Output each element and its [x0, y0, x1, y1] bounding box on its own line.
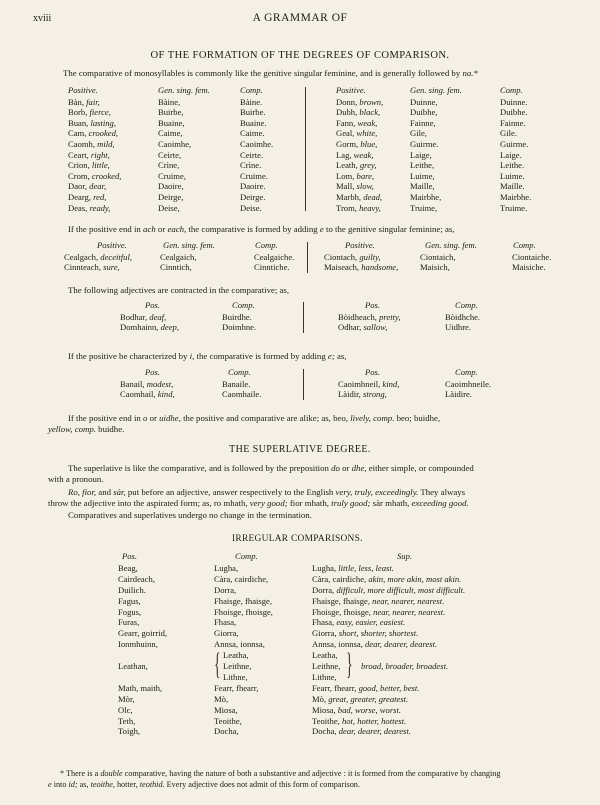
gen-sing-fem-cell: Mairbhe, — [410, 192, 442, 202]
col-header-comp: Comp. — [228, 367, 251, 377]
sup-meaning: dear, dearer, dearest. — [365, 639, 438, 650]
comp-cell: Mairbhe. — [500, 192, 532, 202]
col-header-positive: Positive. — [97, 240, 127, 250]
comp-cell: Mò, — [214, 693, 229, 704]
col-header-comp: Comp. — [240, 85, 263, 95]
positive-meaning: fierce, — [89, 107, 111, 118]
sup-cell — [312, 586, 465, 596]
sup-cell — [312, 706, 401, 716]
table-row — [0, 727, 600, 738]
col-header-gen-sing-fem: Gen. sing. fem. — [158, 85, 210, 95]
comp-cell: Laige. — [500, 149, 522, 160]
table-row — [0, 263, 600, 274]
table-row — [0, 253, 600, 264]
sup-word: Lugha, — [312, 562, 339, 573]
positive-meaning: deceitful, — [100, 251, 133, 262]
sup-meaning: great, greater, greatest. — [328, 693, 409, 704]
table-row — [0, 586, 600, 597]
sup-cell — [312, 629, 418, 639]
positive-word: Cam, — [68, 128, 87, 139]
positive-word: Crion, — [68, 160, 90, 171]
positive-meaning: crooked, — [88, 128, 119, 139]
sup-meaning: hot, hotter, hottest. — [341, 715, 407, 726]
sup-cell — [312, 564, 394, 574]
gen-sing-fem-cell: Guirme. — [410, 139, 439, 149]
comparison-table-characterized-i — [0, 368, 600, 404]
gen-sing-fem-cell: Maisich, — [420, 262, 450, 273]
footnote-line2: e into id; as, teoithe, hotter, teothid. Every adjective does not admit of this form of comparison. — [48, 780, 360, 789]
table-row — [0, 140, 600, 151]
comp-cell: Maisiche. — [512, 262, 546, 273]
pos-meaning: deep, — [160, 322, 179, 333]
sup-cell — [312, 575, 461, 585]
positive-cell — [324, 253, 381, 263]
table-row — [0, 193, 600, 204]
sup-meaning: broad, broader, broadest. — [361, 661, 449, 671]
col-header-positive: Positive. — [345, 240, 375, 250]
sup-cell — [312, 640, 437, 650]
comp-cell: Truime. — [500, 202, 528, 213]
sup-word: Càra, cairdiche, — [312, 573, 369, 584]
table-row — [0, 564, 600, 575]
sup-word: Dorra, — [312, 584, 337, 595]
positive-meaning: crooked, — [91, 170, 122, 181]
pos-word: Odhar, — [338, 322, 362, 333]
positive-word: Buan, — [68, 117, 89, 128]
rule-characterized-i: If the positive be characterized by i, the comparative is formed by adding e; as, — [68, 351, 347, 361]
positive-word: Gorm, — [336, 139, 359, 149]
gen-sing-fem-cell: Caime, — [158, 128, 183, 139]
rule-o-uidhe-line2: yellow, comp. buidhe. — [48, 424, 125, 434]
sup-cell — [312, 597, 444, 607]
col-header-gen-sing-fem: Gen. sing. fem. — [163, 240, 215, 250]
pos-cell: Furas, — [118, 617, 140, 628]
comparison-table-contracted — [0, 301, 600, 337]
sup-word: Leatha, — [312, 650, 338, 661]
table-row — [0, 204, 600, 215]
superlative-title: THE SUPERLATIVE DEGREE. — [229, 444, 371, 455]
table-row — [0, 684, 600, 695]
pos-meaning: pretty, — [379, 311, 401, 322]
comp-cell: Gile. — [500, 128, 517, 139]
rule-contracted: The following adjectives are contracted in the comparative; as, — [68, 285, 290, 295]
positive-meaning: little, — [91, 160, 110, 171]
positive-meaning: blue, — [360, 139, 378, 149]
positive-meaning: heavy, — [359, 202, 381, 213]
positive-word: Leath, — [336, 160, 358, 171]
comp-cell: Doimhne. — [222, 322, 257, 333]
table-row — [0, 695, 600, 706]
col-header-pos: Pos. — [145, 367, 161, 377]
comp-cell: Buaine. — [240, 117, 267, 128]
gen-sing-fem-cell: Bàine, — [158, 96, 181, 107]
left-brace-icon: { — [214, 646, 221, 682]
sup-cell — [312, 608, 445, 618]
table-row — [0, 575, 600, 586]
sup-meaning: little, less, least. — [338, 562, 394, 573]
comp-cell: Caime. — [240, 128, 265, 139]
gen-sing-fem-cell: Deirge, — [158, 192, 184, 202]
comp-cell: Fhoisge, fhoisge, — [214, 606, 273, 617]
sup-meaning: dear, dearer, dearest. — [338, 726, 411, 737]
gen-sing-fem-cell: Laige, — [410, 149, 432, 160]
comp-cell: Fainne. — [500, 117, 526, 128]
positive-word: Ciontach, — [324, 251, 358, 262]
comp-cell: Caomhaile. — [222, 389, 262, 400]
positive-cell — [336, 193, 382, 203]
positive-cell — [336, 172, 374, 182]
pos-word: Domhainn, — [120, 322, 159, 333]
pos-word: Caomhail, — [120, 389, 156, 400]
pos-cell: Beag, — [118, 562, 138, 573]
col-header-pos: Pos. — [122, 551, 138, 561]
comp-cell: Fhasa, — [214, 617, 237, 628]
col-header-pos: Pos. — [365, 300, 381, 310]
comp-cell: Càra, cairdiche, — [214, 573, 269, 584]
table-row — [0, 390, 600, 401]
comp-cell: Duibhe. — [500, 107, 528, 118]
col-header-pos: Pos. — [145, 300, 161, 310]
superlative-paragraph-2-line1: Ro, fior, and sàr, put before an adjective, answer respectively to the English very, truly, exceedingly. They always — [68, 487, 466, 497]
pos-word: Banail, — [120, 378, 145, 389]
pos-word: Caoimhneil, — [338, 378, 381, 389]
sup-word: Docha, — [312, 726, 339, 737]
positive-cell — [336, 140, 377, 150]
positive-word: Bàn, — [68, 96, 84, 107]
sup-word: Miosa, — [312, 704, 338, 715]
table-row — [0, 618, 600, 629]
sup-meaning: near, nearer, nearest. — [372, 595, 445, 606]
comp-cell: Caoimhe. — [240, 139, 274, 149]
gen-sing-fem-cell: Leithe, — [410, 160, 435, 171]
positive-word: Lag, — [336, 149, 352, 160]
column-divider — [303, 302, 304, 333]
positive-word: Trom, — [336, 202, 357, 213]
col-header-comp: Comp. — [232, 300, 255, 310]
positive-cell — [336, 129, 377, 139]
pos-cell: Toigh, — [118, 726, 141, 737]
comp-cell: Teoithe, — [214, 715, 242, 726]
positive-cell — [336, 119, 377, 129]
pos-meaning: kind, — [157, 389, 175, 400]
positive-meaning: mild, — [97, 139, 115, 149]
positive-meaning: weak, — [357, 117, 378, 128]
pos-cell — [338, 390, 387, 400]
positive-meaning: dear, — [89, 181, 107, 192]
sup-meaning: good, better, best. — [358, 682, 420, 693]
irregular-comparisons-table — [0, 552, 600, 762]
positive-word: Ceart, — [68, 149, 89, 160]
col-header-positive: Positive. — [336, 85, 366, 95]
gen-sing-fem-cell: Gile, — [410, 128, 427, 139]
col-header-comp: Comp. — [500, 85, 523, 95]
sup-word: Giorra, — [312, 628, 339, 639]
pos-meaning: kind, — [382, 378, 400, 389]
positive-word: Dubh, — [336, 107, 358, 118]
superlative-paragraph-2-line2: throw the adjective into the aspirated form; as, ro mhath, very good; fior mhath, truly good; sàr mhath, exceeding good. — [48, 498, 469, 508]
positive-meaning: slow, — [356, 181, 374, 192]
positive-meaning: handsome, — [361, 262, 399, 273]
pos-meaning: sallow, — [363, 322, 388, 333]
gen-sing-fem-cell: Duinne, — [410, 96, 438, 107]
col-header-comp: Comp. — [235, 551, 258, 561]
rule-o-uidhe-line1: If the positive end in o or uidhe, the positive and comparative are alike; as, beo, lively, comp. beo; buidhe, — [68, 413, 441, 423]
positive-meaning: dead, — [363, 192, 383, 202]
gen-sing-fem-cell: Caoimhe, — [158, 139, 192, 149]
comp-cell: Bòidhche. — [445, 311, 481, 322]
column-divider — [303, 369, 304, 400]
comp-cell: Deise. — [240, 202, 262, 213]
gen-sing-fem-cell: Ceirte, — [158, 149, 182, 160]
positive-meaning: white, — [356, 128, 378, 139]
positive-meaning: brown, — [359, 96, 384, 107]
sup-cell — [312, 717, 406, 727]
gen-sing-fem-cell: Duibhe, — [410, 107, 438, 118]
gen-sing-fem-cell: Ciontaich, — [420, 251, 456, 262]
table-row — [0, 640, 600, 651]
page-number: xviii — [33, 13, 52, 24]
positive-word: Dearg, — [68, 192, 91, 202]
comparison-table-ach-each — [0, 241, 600, 277]
comp-cell: Cinntiche. — [254, 262, 290, 273]
positive-meaning: right, — [90, 149, 110, 160]
comp-cell: Lithne, — [223, 671, 248, 682]
positive-meaning: weak, — [353, 149, 374, 160]
comp-cell: Maille. — [500, 181, 525, 192]
pos-word: Bodhar, — [120, 311, 148, 322]
comp-cell: Banaile. — [222, 378, 251, 389]
positive-cell — [336, 151, 373, 161]
positive-meaning: sure, — [103, 262, 120, 273]
comp-cell: Làidire. — [445, 389, 472, 400]
pos-word: Bòidheach, — [338, 311, 377, 322]
comp-cell: Leatha, — [223, 650, 249, 661]
table-row — [0, 608, 600, 619]
sup-word: Fearr, fhearr, — [312, 682, 359, 693]
pos-cell: Duilich. — [118, 584, 146, 595]
positive-word: Fann, — [336, 117, 356, 128]
pos-cell: Fogus, — [118, 606, 142, 617]
positive-meaning: guilty, — [359, 251, 381, 262]
comp-cell: Duinne. — [500, 96, 528, 107]
superlative-paragraph-3: Comparatives and superlatives undergo no change in the termination. — [68, 510, 312, 520]
pos-cell — [338, 313, 400, 323]
gen-sing-fem-cell: Buirbe, — [158, 107, 184, 118]
pos-cell: Math, maith, — [118, 682, 163, 693]
pos-meaning: modest, — [146, 378, 174, 389]
positive-word: Cealgach, — [64, 251, 99, 262]
comp-cell: Leithne, — [223, 661, 252, 671]
sup-meaning: difficult, more difficult, most difficult. — [336, 584, 466, 595]
comp-cell: Ciontaiche. — [512, 251, 552, 262]
comp-cell: Buirdhe. — [222, 311, 252, 322]
comp-cell: Luime. — [500, 170, 525, 181]
sup-word: Annsa, ionnsa, — [312, 639, 365, 650]
comp-cell: Cealgaiche. — [254, 251, 295, 262]
sup-word: Lithne, — [312, 671, 337, 682]
col-header-sup: Sup. — [397, 551, 413, 561]
positive-cell — [336, 182, 374, 192]
positive-word: Marbh, — [336, 192, 362, 202]
col-header-comp: Comp. — [455, 300, 478, 310]
pos-cell — [338, 323, 387, 333]
sup-word: Fhasa, — [312, 617, 337, 628]
sup-meaning: bad, worse, worst. — [337, 704, 402, 715]
comp-cell: Dorra, — [214, 584, 237, 595]
sup-word: Fhoisge, fhoisge, — [312, 606, 374, 617]
column-divider — [307, 242, 308, 273]
gen-sing-fem-cell: Cruime, — [158, 170, 186, 181]
sup-cell — [312, 618, 405, 628]
comp-cell: Docha, — [214, 726, 239, 737]
sup-cell — [312, 684, 419, 694]
positive-word: Crom, — [68, 170, 90, 181]
comp-cell: Guirme. — [500, 139, 529, 149]
pos-cell: Mòr, — [118, 693, 135, 704]
positive-meaning: ready, — [89, 202, 111, 213]
positive-word: Deas, — [68, 202, 88, 213]
intro-paragraph: The comparative of monosyllables is commonly like the genitive singular feminine, and is generally followed by na.* — [63, 68, 478, 78]
comp-cell: Uidhre. — [445, 322, 472, 333]
comp-cell: Buirbe. — [240, 107, 266, 118]
irregular-title: IRREGULAR COMPARISONS. — [232, 534, 363, 544]
right-brace-icon: } — [346, 646, 353, 682]
footnote-line1: * There is a double comparative, having the nature of both a substantive and adjective : it is formed from the comparative by changing — [60, 769, 501, 778]
positive-word: Cinnteach, — [64, 262, 101, 273]
pos-cell: Leathan, — [118, 661, 148, 671]
comp-cell: Lugha, — [214, 562, 239, 573]
pos-cell: Fagus, — [118, 595, 141, 606]
positive-word: Caomh, — [68, 139, 95, 149]
gen-sing-fem-cell: Truime, — [410, 202, 438, 213]
pos-cell: Ionmhuinn, — [118, 639, 158, 650]
sup-word: Teoithe, — [312, 715, 342, 726]
positive-word: Daor, — [68, 181, 87, 192]
col-header-comp: Comp. — [455, 367, 478, 377]
sup-word: Leithne, — [312, 661, 341, 671]
superlative-paragraph-1-line2: with a pronoun. — [48, 474, 104, 484]
col-header-gen-sing-fem: Gen. sing. fem. — [410, 85, 462, 95]
sup-meaning: easy, easier, easiest. — [336, 617, 406, 628]
gen-sing-fem-cell: Luime, — [410, 170, 435, 181]
positive-meaning: red, — [93, 192, 107, 202]
section-title: OF THE FORMATION OF THE DEGREES OF COMPARISON. — [150, 50, 450, 61]
pos-cell: Gearr, goirrid, — [118, 628, 168, 639]
comp-cell: Cruime. — [240, 170, 268, 181]
col-header-gen-sing-fem: Gen. sing. fem. — [425, 240, 477, 250]
comp-cell: Daoire. — [240, 181, 266, 192]
positive-cell — [336, 108, 380, 118]
comp-cell: Ceirte. — [240, 149, 264, 160]
col-header-comp: Comp. — [255, 240, 278, 250]
gen-sing-fem-cell: Daoire, — [158, 181, 184, 192]
positive-word: Borb, — [68, 107, 88, 118]
comp-cell: Leithe. — [500, 160, 525, 171]
gen-sing-fem-cell: Fainne, — [410, 117, 436, 128]
positive-cell — [336, 98, 383, 108]
comp-cell: Annsa, ionnsa, — [214, 639, 265, 650]
comp-cell: Miosa, — [214, 704, 238, 715]
comp-cell: Giorra, — [214, 628, 239, 639]
table-row — [0, 706, 600, 717]
gen-sing-fem-cell: Cealgaich, — [160, 251, 197, 262]
positive-word: Donn, — [336, 96, 358, 107]
gen-sing-fem-cell: Crìne, — [158, 160, 180, 171]
sup-meaning: near, nearer, nearest. — [373, 606, 446, 617]
gen-sing-fem-cell: Maille, — [410, 181, 435, 192]
positive-cell — [336, 204, 381, 214]
positive-meaning: lasting, — [90, 117, 116, 128]
sup-cell — [312, 695, 408, 705]
positive-meaning: grey, — [359, 160, 377, 171]
positive-word: Mall, — [336, 181, 355, 192]
positive-cell — [324, 263, 398, 273]
comp-cell: Deirge. — [240, 192, 266, 202]
comp-cell: Fhaisge, fhaisge, — [214, 595, 272, 606]
pos-cell: Olc, — [118, 704, 133, 715]
col-header-pos: Pos. — [365, 367, 381, 377]
table-row — [0, 629, 600, 640]
positive-word: Lom, — [336, 170, 355, 181]
pos-cell — [338, 380, 399, 390]
rule-ach-each: If the positive end in ach or each, the comparative is formed by adding e to the genitive singular feminine; as, — [68, 224, 455, 234]
superlative-paragraph-1-line1: The superlative is like the comparative, and is followed by the preposition do or dhe, either simple, or compounded — [68, 463, 474, 473]
table-row — [0, 323, 600, 334]
sup-meaning: short, shorter, shortest. — [338, 628, 419, 639]
comp-cell: Crìne. — [240, 160, 262, 171]
pos-meaning: deaf, — [149, 311, 167, 322]
comparison-table-monosyllables — [0, 86, 600, 216]
positive-meaning: bare, — [356, 170, 375, 181]
col-header-positive: Positive. — [68, 85, 98, 95]
pos-cell: Teth, — [118, 715, 136, 726]
positive-meaning: black, — [359, 107, 381, 118]
table-row — [0, 380, 600, 391]
comp-cell: Bàine. — [240, 96, 263, 107]
running-title: A GRAMMAR OF — [252, 12, 348, 24]
positive-meaning: fair, — [86, 96, 100, 107]
sup-meaning: akin, more akin, most akin. — [368, 573, 462, 584]
positive-cell — [336, 161, 377, 171]
sup-word: Fhaisge, fhaisge, — [312, 595, 373, 606]
comp-cell: Fearr, fhearr, — [214, 682, 259, 693]
comp-cell: Caoimhneile. — [445, 378, 492, 389]
pos-word: Làidir, — [338, 389, 361, 400]
positive-word: Maiseach, — [324, 262, 360, 273]
table-row — [0, 717, 600, 728]
gen-sing-fem-cell: Cinntich, — [160, 262, 192, 273]
pos-meaning: strong, — [362, 389, 387, 400]
sup-cell — [312, 727, 411, 737]
pos-cell: Cairdeach, — [118, 573, 155, 584]
table-row — [0, 597, 600, 608]
gen-sing-fem-cell: Deise, — [158, 202, 180, 213]
gen-sing-fem-cell: Buaine, — [158, 117, 185, 128]
sup-word: Mò, — [312, 693, 329, 704]
column-divider — [305, 87, 306, 211]
table-row — [0, 313, 600, 324]
positive-word: Geal, — [336, 128, 355, 139]
col-header-comp: Comp. — [513, 240, 536, 250]
